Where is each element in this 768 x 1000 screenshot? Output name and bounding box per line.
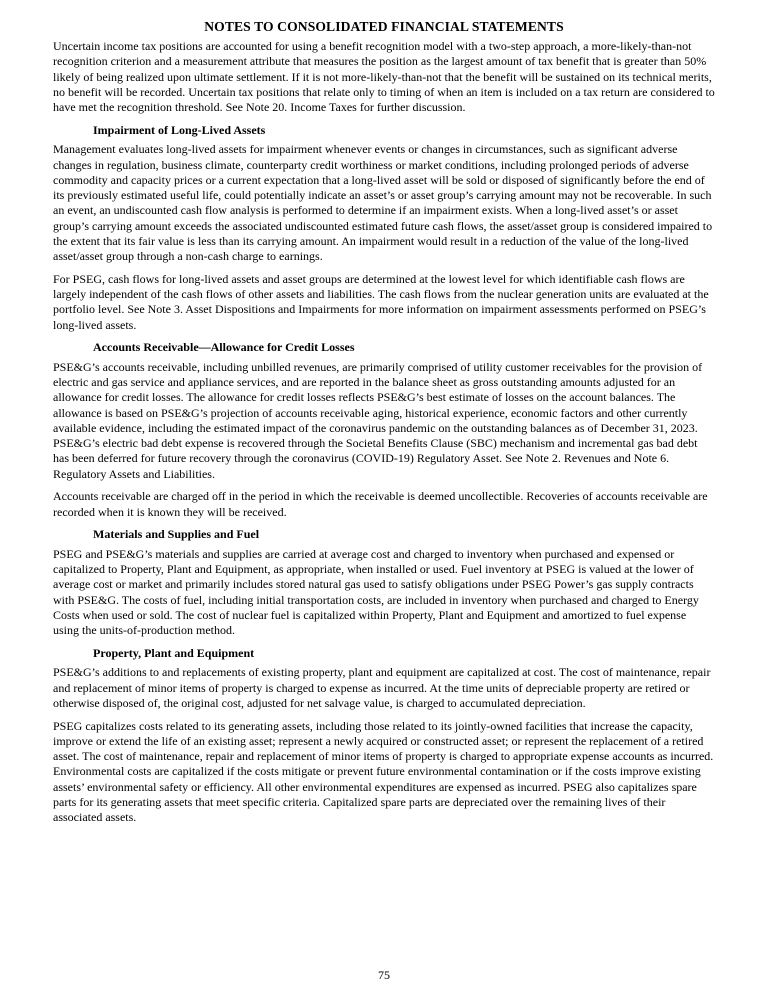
page-title: NOTES TO CONSOLIDATED FINANCIAL STATEMENTS	[204, 19, 564, 34]
intro-paragraph: Uncertain income tax positions are accounted for using a benefit recognition model with a two-step approach, a more-likely-than-not recognition criterion and a measurement attribute that measures the position as the largest amount of tax benefit that is greater than 50% likely of being realized upon ultimate settlement. If it is not more-likely-than-not that the benefit will be sustained on its technical merits, no benefit will be recorded. Uncertain tax positions that relate only to timing of when an item is included on a tax return are considered to have met the recognition threshold. See Note 20. Income Taxes for further discussion.	[53, 39, 715, 114]
accounts-receivable-paragraph-2: Accounts receivable are charged off in the period in which the receivable is deemed uncollectible. Recoveries of accounts receivable are recorded when it is known they will be received.	[53, 489, 708, 519]
accounts-receivable-paragraph-1: PSE&G’s accounts receivable, including unbilled revenues, are primarily comprised of utility customer receivables for the provision of electric and gas service and appliance services, and are reported in the balance sheet as gross outstanding amounts adjusted for an allowance for credit losses. The allowance for credit losses reflects PSE&G’s best estimate of losses on the account balances. The allowance is based on PSE&G’s projection of accounts receivable aging, historical experience, economic factors and other currently available evidence, including the estimated impact of the coronavirus pandemic on the outstanding balances as of December 31, 2023. PSE&G’s electric bad debt expense is recovered through the Societal Benefits Clause (SBC) mechanism and incremental gas bad debt has been deferred for future recovery through the coronavirus (COVID-19) Regulatory Asset. See Note 2. Revenues and Note 6. Regulatory Assets and Liabilities.	[53, 359, 703, 481]
impairment-paragraph-1: Management evaluates long-lived assets for impairment whenever events or changes in circumstances, such as significant adverse changes in regulation, business climate, counterparty credit worthiness or market conditions, including prolonged periods of adverse commodity and capacity prices or a current expectation that a long-lived asset will be sold or disposed of significantly before the end of its previously estimated useful life, could potentially indicate an asset’s or asset group’s carrying amount may not be recoverable. In such an event, an undiscounted cash flow analysis is performed to determine if an impairment exists. When a long-lived asset’s or asset group’s carrying amount exceeds the associated undiscounted estimated future cash flows, the asset/asset group is considered impaired to the extent that its fair value is less than its carrying amount. An impairment would result in a reduction of the value of the long-lived asset/asset group through a non-cash charge to earnings.	[53, 142, 713, 263]
impairment-paragraph-2: For PSEG, cash flows for long-lived assets and asset groups are determined at the lowest level for which identifiable cash flows are largely independent of the cash flows of other assets and liabilities. The cash flows from the nuclear generation units are evaluated at the portfolio level. See Note 3. Asset Dispositions and Impairments for more information on impairment assessments performed on PSEG’s long-lived assets.	[53, 271, 709, 332]
materials-supplies-fuel-paragraph-1: PSEG and PSE&G’s materials and supplies are carried at average cost and charged to inventory when purchased and expensed or capitalized to Property, Plant and Equipment, as appropriate, when installed or used. Fuel inventory at PSEG is valued at the lower of average cost or market and primarily includes stored natural gas used to satisfy obligations under PSEG Power’s gas supply contracts with PSE&G. The costs of fuel, including initial transportation costs, are included in inventory when purchased and charged to Energy Costs when used or sold. The cost of nuclear fuel is capitalized within Property, Plant and Equipment and amortized to fuel expense using the units-of-production method.	[53, 546, 699, 637]
property-plant-equipment-paragraph-2: PSEG capitalizes costs related to its generating assets, including those related to its jointly-owned facilities that increase the capacity, improve or extend the life of an existing asset; represent a newly acquired or constructed asset; or represent the replacement of a retired asset. The cost of maintenance, repair and replacement of minor items of property is charged to appropriate expense accounts as incurred. Environmental costs are capitalized if the costs mitigate or prevent future environmental contamination or if the costs improve existing assets’ environmental safety or efficiency. All other environmental expenditures are expensed as incurred. PSEG also capitalizes spare parts for its generating assets that meet specific criteria. Capitalized spare parts are depreciated over the remaining lives of their associated assets.	[53, 718, 714, 824]
section-heading-accounts-receivable: Accounts Receivable—Allowance for Credit Losses	[93, 340, 355, 355]
section-heading-property-plant-equipment: Property, Plant and Equipment	[93, 645, 255, 660]
document-page	[53, 18, 715, 833]
section-heading-materials-supplies-fuel: Materials and Supplies and Fuel	[93, 527, 260, 542]
page-number: 75	[378, 968, 390, 982]
property-plant-equipment-paragraph-1: PSE&G’s additions to and replacements of existing property, plant and equipment are capitalized at cost. The cost of maintenance, repair and replacement of minor items of property is charged to expense as incurred. At the time units of depreciable property are retired or otherwise disposed of, the original cost, adjusted for net salvage value, is charged to accumulated depreciation.	[53, 665, 711, 710]
section-heading-impairment: Impairment of Long-Lived Assets	[93, 122, 266, 137]
